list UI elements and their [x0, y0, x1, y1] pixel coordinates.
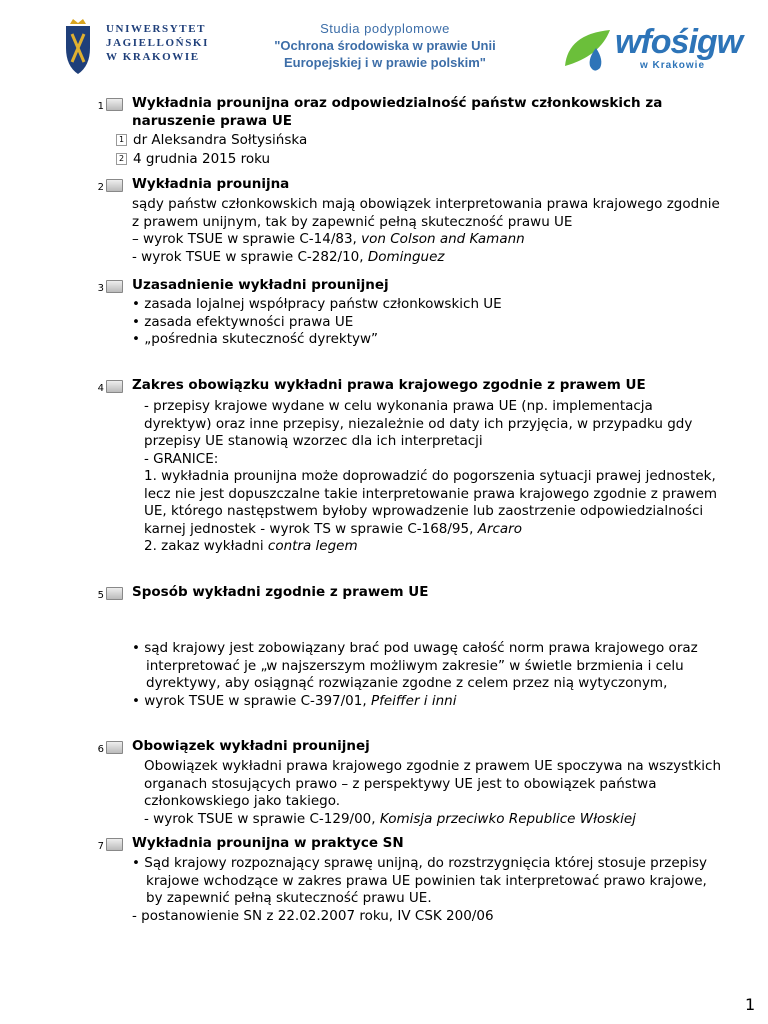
body-line: 2. zakaz wykładni contra legem	[144, 538, 358, 554]
body-line: - postanowienie SN z 22.02.2007 roku, IV CSK 200/06	[132, 907, 494, 924]
body-line: by zapewnić pełną skuteczność prawu UE.	[146, 890, 432, 906]
slide-number: 4	[97, 383, 104, 394]
bullet-item: • Sąd krajowy rozpoznający sprawę unijną, do rozstrzygnięcia której stosuje przepisy	[132, 855, 708, 871]
uj-crest-icon	[58, 18, 98, 76]
body-line: UE, którego następstwem byłoby wprowadzenie lub zaostrzenie odpowiedzialności	[144, 503, 704, 519]
slide-number: 2	[97, 182, 104, 193]
slide-title: Wykładnia prounijna w praktyce SN	[132, 835, 404, 851]
body-line: interpretować je „w najszerszym możliwym zakresie” w świetle brzmienia i celu	[146, 657, 684, 674]
wfosigw-logo-city: w Krakowie	[640, 60, 706, 71]
sub-item-number: 2	[116, 153, 127, 165]
uj-logo-line: JAGIELLOŃSKI	[106, 37, 209, 49]
bullet-item: • zasada lojalnej współpracy państw członkowskich UE	[132, 296, 502, 312]
slide-title: Wykładnia prounijna	[132, 176, 290, 192]
slide-title: Uzasadnienie wykładni prounijnej	[132, 277, 389, 293]
slide-thumbnail-icon	[106, 179, 123, 192]
uj-logo	[58, 18, 209, 76]
body-line: przepisy UE stanowią wzorzec dla ich interpretacji	[144, 433, 483, 449]
sub-item	[116, 132, 676, 150]
leaf-drop-icon	[560, 26, 620, 76]
slide-number: 3	[97, 283, 104, 294]
case-reference: - wyrok TSUE w sprawie C-282/10, Dominguez	[132, 248, 445, 265]
slide-title	[132, 95, 692, 130]
slide-number: 1	[97, 101, 104, 112]
slide-number: 7	[97, 841, 104, 852]
case-reference: • wyrok TSUE w sprawie C-397/01, Pfeiffer i inni	[132, 692, 457, 709]
body-line: - GRANICE:	[144, 450, 219, 467]
slide-title-line: naruszenie prawa UE	[132, 112, 293, 129]
body-line: członkowskiego jako takiego.	[144, 793, 341, 809]
body-line: Obowiązek wykładni prawa krajowego zgodnie z prawem UE spoczywa na wszystkich	[144, 758, 722, 774]
wfosigw-logo-text: wfośigw	[615, 23, 743, 61]
slide-body	[144, 758, 722, 828]
slide-number: 6	[97, 744, 104, 755]
slide-thumbnail-icon	[106, 280, 123, 293]
page-number: 1	[745, 995, 756, 1014]
slide-body	[144, 398, 718, 556]
slide-title-line: Wykładnia prounijna oraz odpowiedzialność państw członkowskich za	[132, 95, 663, 111]
body-line: organach stosujących prawo – z perspektywy UE jest to obowiązek państwa	[144, 775, 657, 792]
case-reference: - wyrok TSUE w sprawie C-129/00, Komisja przeciwko Republice Włoskiej	[144, 810, 636, 827]
slide-title: Zakres obowiązku wykładni prawa krajowego zgodnie z prawem UE	[132, 377, 646, 393]
title-line: "Ochrona środowiska w prawie Unii	[274, 38, 496, 53]
sub-item-text: 4 grudnia 2015 roku	[133, 151, 271, 167]
slide-title: Obowiązek wykładni prounijnej	[132, 738, 370, 754]
bullet-item: • „pośrednia skuteczność dyrektyw”	[132, 331, 379, 347]
body-line: dyrektyw) oraz inne przepisy, niezależnie od daty ich przyjęcia, w przypadku gdy	[144, 415, 693, 432]
body-line: dyrektywy, aby osiągnąć rozwiązanie zgodne z celem przez nią wytyczonym,	[146, 675, 668, 691]
slide-body	[132, 640, 698, 710]
case-reference: – wyrok TSUE w sprawie C-14/83, von Colson and Kamann	[132, 231, 525, 247]
slide-number: 5	[97, 590, 104, 601]
slide-title: Sposób wykładni zgodnie z prawem UE	[132, 584, 429, 600]
wfosigw-logo	[560, 22, 743, 78]
slide-thumbnail-icon	[106, 98, 123, 111]
slide-thumbnail-icon	[106, 380, 123, 393]
slide-thumbnail-icon	[106, 587, 123, 600]
sub-item-number: 1	[116, 134, 127, 146]
body-line: krajowe wchodzące w zakres prawa UE powinien tak interpretować prawo krajowe,	[146, 872, 707, 889]
slide-thumbnail-icon	[106, 838, 123, 851]
body-line: z prawem unijnym, tak by zapewnić pełną skuteczność prawu UE	[132, 213, 573, 230]
slide-thumbnail-icon	[106, 741, 123, 754]
body-line: sądy państw członkowskich mają obowiązek interpretowania prawa krajowego zgodnie	[132, 196, 720, 212]
slide-body	[132, 196, 720, 266]
body-line: - przepisy krajowe wydane w celu wykonania prawa UE (np. implementacja	[144, 398, 653, 414]
slide-body	[132, 296, 692, 349]
sub-item-text: dr Aleksandra Sołtysińska	[133, 132, 308, 148]
bullet-item: • zasada efektywności prawa UE	[132, 313, 354, 330]
slide-body	[132, 855, 708, 925]
bullet-item: • sąd krajowy jest zobowiązany brać pod uwagę całość norm prawa krajowego oraz	[132, 640, 698, 656]
title-line: Europejskiej i w prawie polskim"	[284, 55, 486, 70]
sub-item	[116, 151, 676, 169]
case-reference: karnej jednostek - wyrok TS w sprawie C-168/95, Arcaro	[144, 520, 522, 537]
title-line: Studia podyplomowe	[320, 21, 450, 36]
page-header	[0, 0, 768, 90]
uj-logo-line: UNIWERSYTET	[106, 23, 207, 35]
body-line: 1. wykładnia prounijna może doprowadzić do pogorszenia sytuacji prawej jednostek,	[144, 468, 716, 484]
body-line: lecz nie jest dopuszczalne takie interpretowanie prawa krajowego zgodnie z prawem	[144, 485, 718, 502]
uj-logo-line: W KRAKOWIE	[106, 51, 200, 63]
document-title	[225, 20, 545, 71]
